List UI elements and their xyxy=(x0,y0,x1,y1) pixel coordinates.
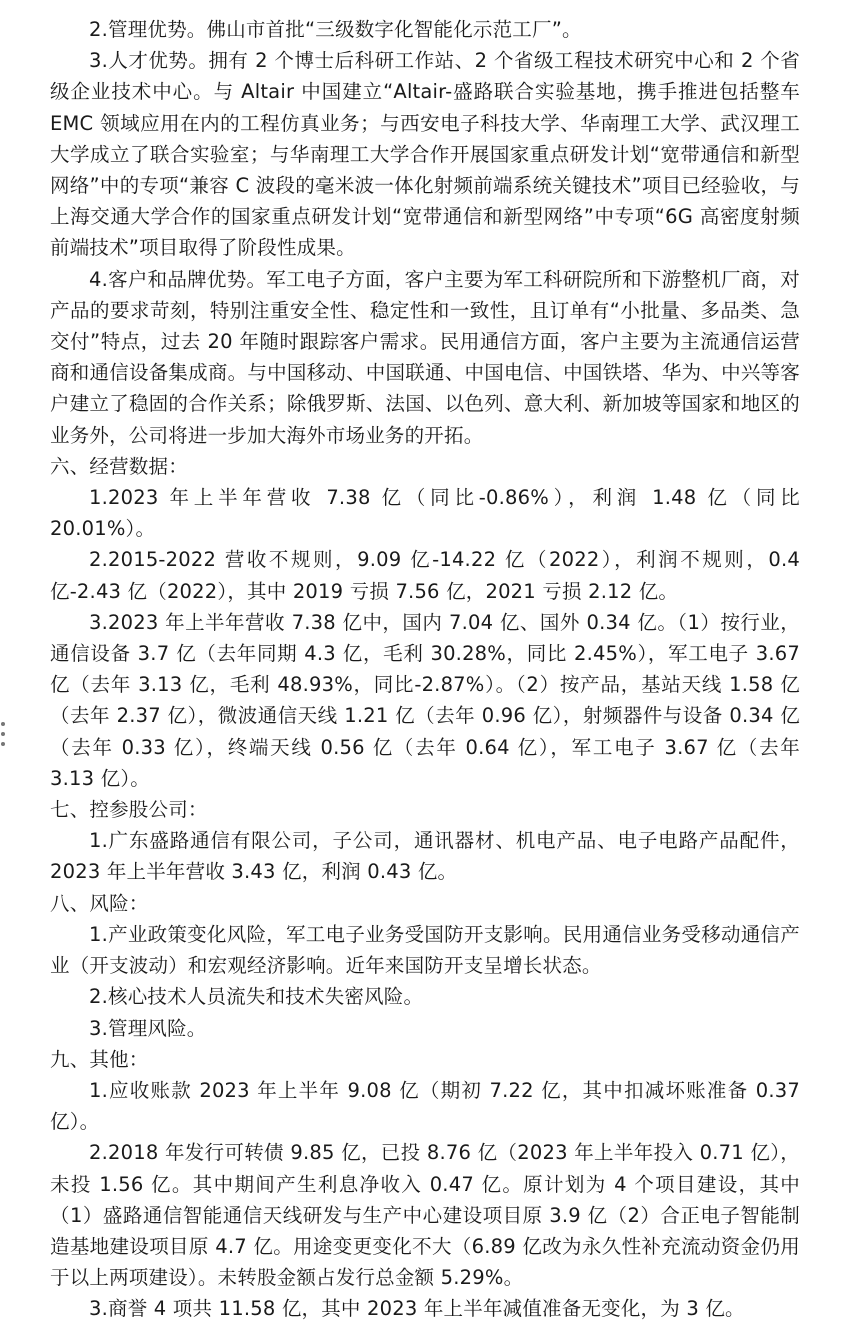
paragraph-management-advantage: 2.管理优势。佛山市首批“三级数字化智能化示范工厂”。 xyxy=(89,18,582,41)
paragraph-risk-3: 3.管理风险。 xyxy=(89,1016,207,1040)
document-body xyxy=(50,14,800,1325)
heading-holdings: 七、控参股公司： xyxy=(50,798,208,822)
paragraph-other-3: 3.商誉 4 项共 11.58 亿，其中 2023 年上半年减值准备无变化，为 3 亿。 xyxy=(89,1297,745,1321)
paragraph-talent-advantage: 3.人才优势。拥有 2 个博士后科研工作站、2 个省级工程技术研究中心和 2 个省级企业技术中心。与 Altair 中国建立“Altair-盛路联合实验基地，携手推进包括整车 EMC 领域应用在内的工程仿真业务；与西安电子科技大学、华南理工大学、武汉理工大学成立了联合实验室；与华南理工大学合作开展国家重点研发计划“宽带通信和新型网络”中的专项“兼容 C 波段的毫米波一体化射频前端系统关键技术”项目已经验收，与上海交通大学合作的国家重点研发计划“宽带通信和新型网络”中专项“6G 高密度射频前端技术”项目取得了阶段性成果。 xyxy=(50,49,800,260)
paragraph-risk-1: 1.产业政策变化风险，军工电子业务受国防开支影响。民用通信业务受移动通信产业（开支波动）和宏观经济影响。近年来国防开支呈增长状态。 xyxy=(50,922,800,978)
paragraph-operating-2: 2.2015-2022 营收不规则，9.09 亿-14.22 亿（2022），利润不规则，0.4 亿-2.43 亿（2022），其中 2019 亏损 7.56 亿，2021 亏损 2.12 亿。 xyxy=(50,548,800,603)
paragraph-other-2: 2.2018 年发行可转债 9.85 亿，已投 8.76 亿（2023 年上半年投入 0.71 亿），未投 1.56 亿。其中期间产生利息净收入 0.47 亿。原计划为 4 个项目建设，其中（1）盛路通信智能通信天线研发与生产中心建设项目原 3.9 亿（2）合正电子智能制造基地建设项目原 4.7 亿。用途变更变化不大（6.89 亿改为永久性补充流动资金仍用于以上两项建设）。未转股金额占发行总金额 5.29%。 xyxy=(50,1141,800,1290)
paragraph-operating-1: 1.2023 年上半年营收 7.38 亿（同比-0.86%），利润 1.48 亿（同比 20.01%）。 xyxy=(50,486,800,541)
handle-dot xyxy=(1,742,5,746)
heading-risks: 八、风险： xyxy=(50,891,149,915)
handle-dot xyxy=(1,722,5,726)
handle-dot xyxy=(1,732,5,736)
side-drag-handle[interactable] xyxy=(0,722,6,746)
paragraph-customer-brand-advantage: 4.客户和品牌优势。军工电子方面，客户主要为军工科研院所和下游整机厂商，对产品的要求苛刻，特别注重安全性、稳定性和一致性，且订单有“小批量、多品类、急交付”特点，过去 20 年随时跟踪客户需求。民用通信方面，客户主要为主流通信运营商和通信设备集成商。与中国移动、中国联通、中国电信、中国铁塔、华为、中兴等客户建立了稳固的合作关系；除俄罗斯、法国、以色列、意大利、新加坡等国家和地区的业务外，公司将进一步加大海外市场业务的开拓。 xyxy=(50,267,800,447)
paragraph-holdings-1: 1.广东盛路通信有限公司，子公司，通讯器材、机电产品、电子电路产品配件，2023 年上半年营收 3.43 亿，利润 0.43 亿。 xyxy=(50,829,800,884)
heading-operating-data: 六、经营数据： xyxy=(50,454,188,478)
paragraph-risk-2: 2.核心技术人员流失和技术失密风险。 xyxy=(89,985,424,1009)
heading-other: 九、其他： xyxy=(50,1047,149,1071)
paragraph-operating-3: 3.2023 年上半年营收 7.38 亿中，国内 7.04 亿、国外 0.34 亿。（1）按行业，通信设备 3.7 亿（去年同期 4.3 亿，毛利 30.28%，同比 2.45%），军工电子 3.67 亿（去年 3.13 亿，毛利 48.93%，同比-2.87%）。（2）按产品，基站天线 1.58 亿（去年 2.37 亿），微波通信天线 1.21 亿（去年 0.96 亿），射频器件与设备 0.34 亿（去年 0.33 亿），终端天线 0.56 亿（去年 0.64 亿），军工电子 3.67 亿（去年 3.13 亿）。 xyxy=(50,610,800,790)
paragraph-other-1: 1.应收账款 2023 年上半年 9.08 亿（期初 7.22 亿，其中扣减坏账准备 0.37 亿）。 xyxy=(50,1078,800,1134)
